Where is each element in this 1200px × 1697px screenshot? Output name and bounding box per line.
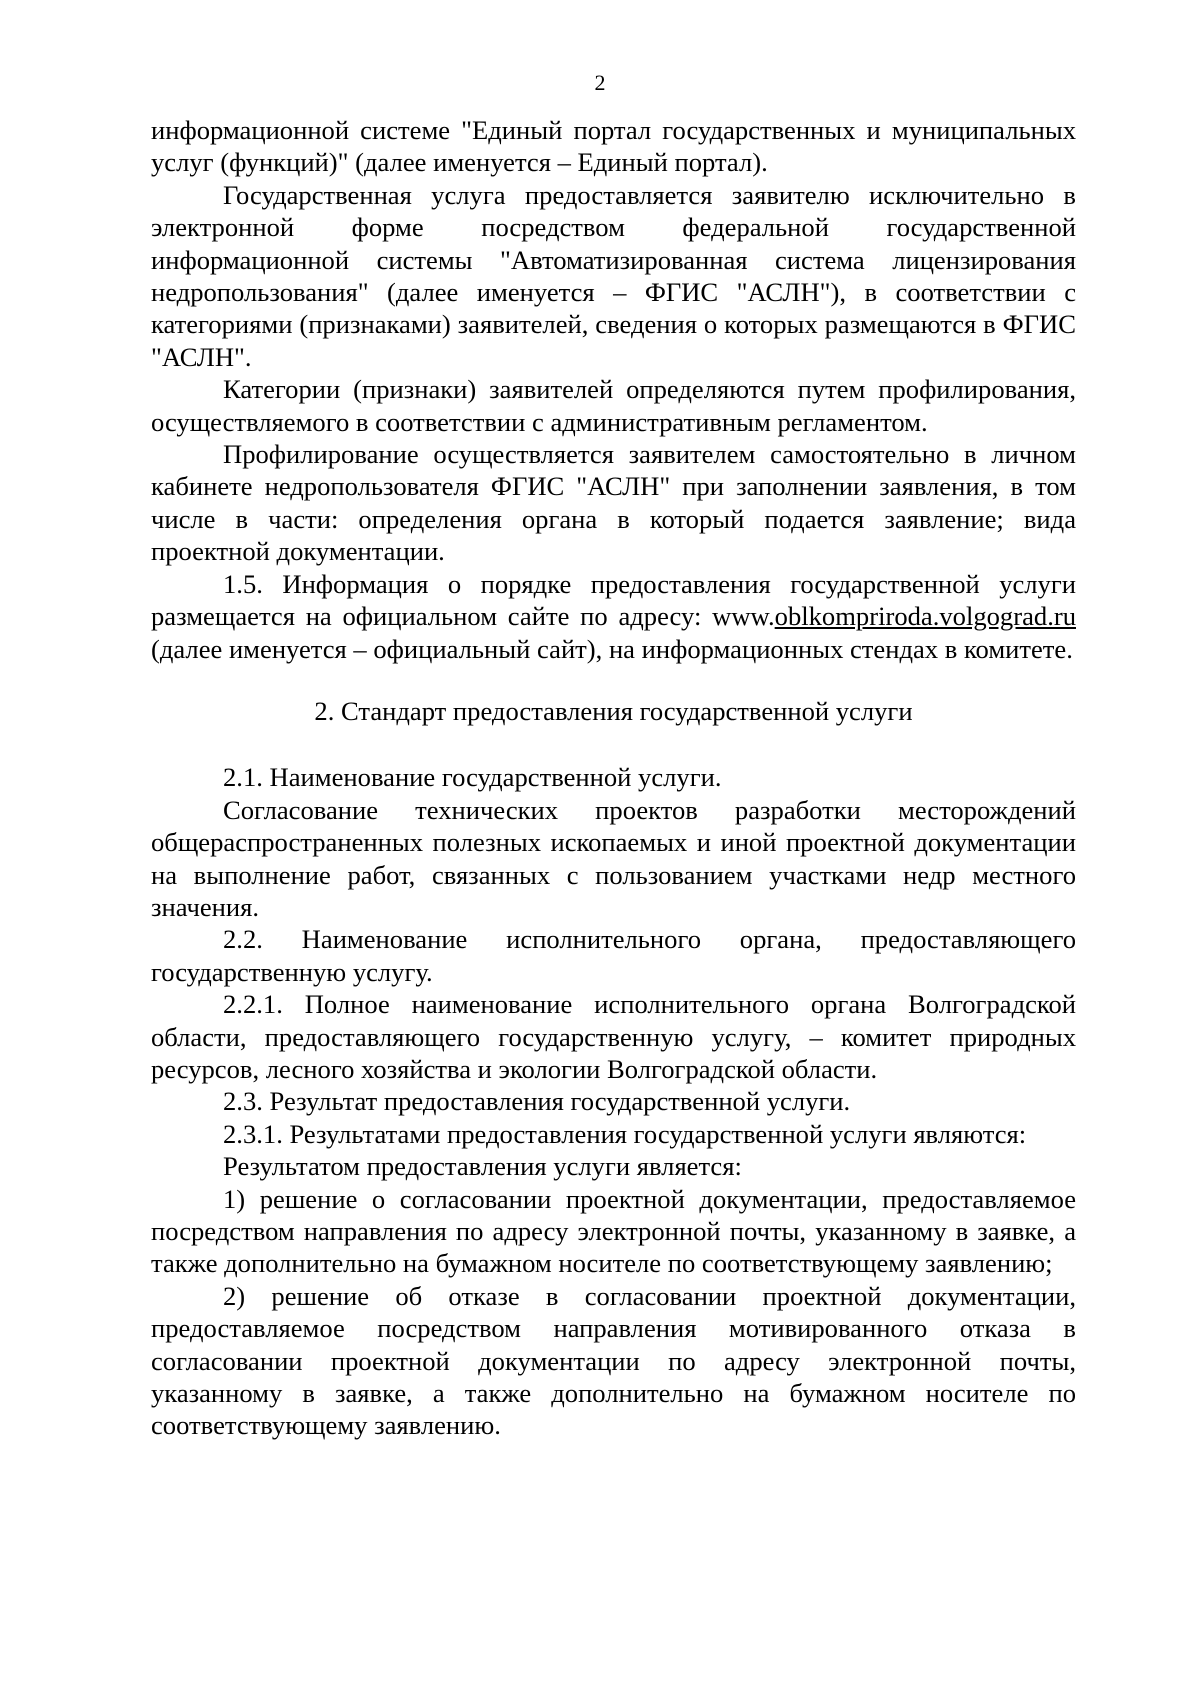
document-body [151,114,1076,1442]
paragraph-1-5-text-end: (далее именуется – официальный сайт), на информационных стендах в комитете. [151,633,1073,664]
paragraph-profiling: Профилирование осуществляется заявителем самостоятельно в личном кабинете недропользователя ФГИС "АСЛН" при заполнении заявления, в том числе в части: определения органа в который подается заявление; вида проектной документации. [151,439,1076,567]
paragraph-2-1: 2.1. Наименование государственной услуги. [223,762,722,793]
paragraph-2-2: 2.2. Наименование исполнительного органа, предоставляющего государственную услугу. [151,924,1076,987]
official-site-link[interactable]: oblkompriroda.volgograd.ru [774,601,1076,632]
list-item-refusal-decision: 2) решение об отказе в согласовании проектной документации, предоставляемое посредством направления мотивированного отказа в согласовании проектной документации по адресу электронной почты, указанному в заявке, а также дополнительно на бумажном носителе по соответствующему заявлению. [151,1280,1076,1441]
list-item-approval-decision: 1) решение о согласовании проектной документации, предоставляемое посредством направления по адресу электронной почты, указанному в заявке, а также дополнительно на бумажном носителе по соответствующему заявлению; [151,1183,1076,1279]
paragraph-2-2-1: 2.2.1. Полное наименование исполнительного органа Волгоградской области, предоставляющего государственную услугу, – комитет природных ресурсов, лесного хозяйства и экологии Волгоградской области. [151,989,1076,1084]
paragraph-1-5-text-start: 1.5. Информация о порядке предоставления государственной услуги размещается на официальном сайте по адресу: www. [151,568,1076,632]
page-number: 2 [594,70,606,95]
paragraph-result-intro: Результатом предоставления услуги является: [223,1151,742,1182]
paragraph-service-name: Согласование технических проектов разработки месторождений общераспространенных полезных ископаемых и иной проектной документации на выполнение работ, связанных с пользованием участками недр местного значения. [151,794,1076,922]
paragraph-portal-continuation: информационной системе "Единый портал государственных и муниципальных услуг (функций)" (далее именуется – Единый портал). [151,115,1076,178]
paragraph-2-3: 2.3. Результат предоставления государственной услуги. [223,1086,851,1117]
paragraph-2-3-1: 2.3.1. Результатами предоставления государственной услуги являются: [223,1118,1027,1149]
paragraph-applicant-categories: Категории (признаки) заявителей определяются путем профилирования, осуществляемого в соответствии с административным регламентом. [151,374,1076,437]
paragraph-1-5-information [151,568,1076,665]
section-heading-standard: 2. Стандарт предоставления государственной услуги [314,695,913,726]
paragraph-electronic-form: Государственная услуга предоставляется заявителю исключительно в электронной форме посредством федеральной государственной информационной системы "Автоматизированная система лицензирования недропользования" (далее именуется – ФГИС "АСЛН"), в соответствии с категориями (признаками) заявителей, сведения о которых размещаются в ФГИС "АСЛН". [151,179,1076,372]
